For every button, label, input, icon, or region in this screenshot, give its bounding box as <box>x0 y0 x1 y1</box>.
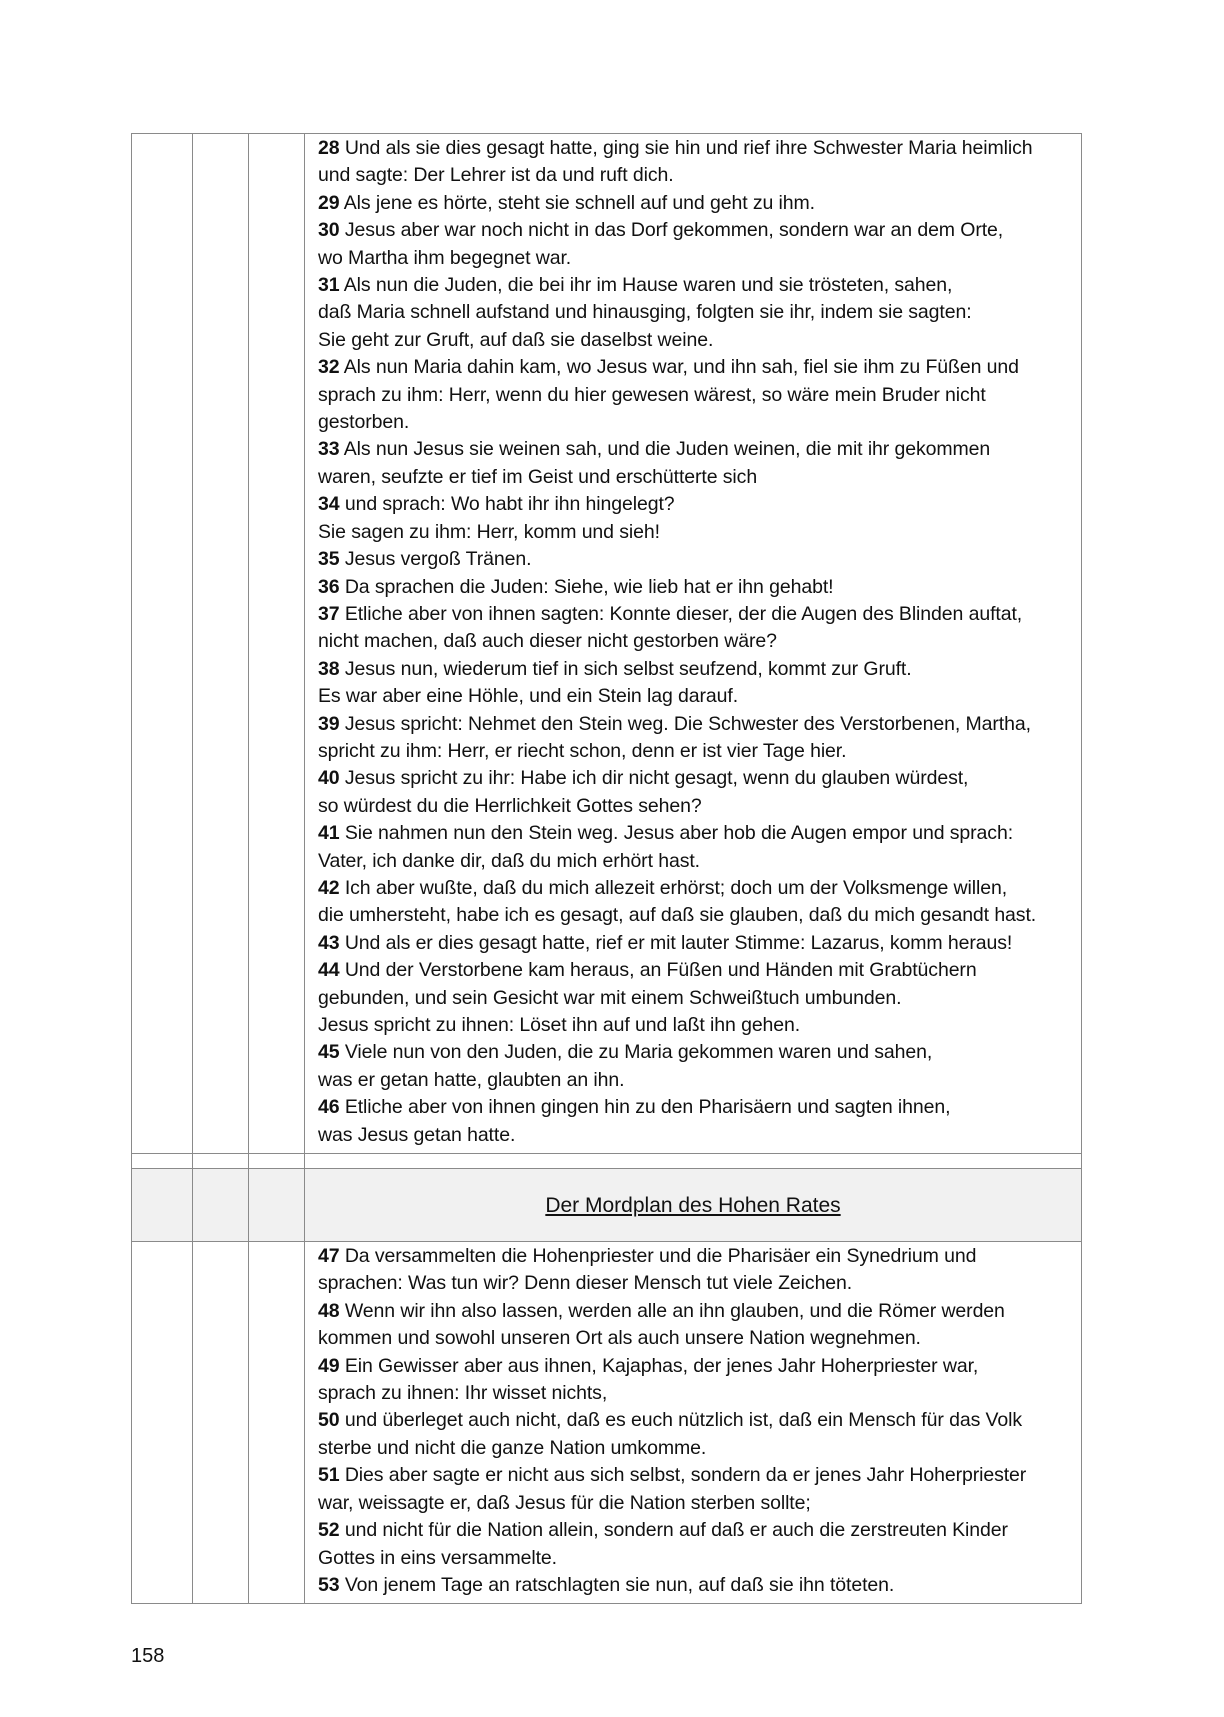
verse-line <box>318 491 1071 518</box>
table-row <box>132 1154 1082 1169</box>
verse-text: Vater, ich danke dir, daß du mich erhört hast. <box>318 849 700 872</box>
verse-line <box>318 135 1071 162</box>
verse-text: Sie geht zur Gruft, auf daß sie daselbst weine. <box>318 328 714 351</box>
verse <box>318 135 1071 190</box>
verse-line <box>318 245 1071 272</box>
verse-line <box>318 1435 1071 1462</box>
verse-text: Sie nahmen nun den Stein weg. Jesus aber hob die Augen empor und sprach: <box>344 822 1014 845</box>
verse <box>318 436 1071 491</box>
verse-text: sterbe und nicht die ganze Nation umkomme. <box>318 1436 707 1459</box>
empty-cell <box>132 1154 193 1169</box>
verse-text: was er getan hatte, glaubten an ihn. <box>318 1068 625 1091</box>
verse-line <box>318 574 1071 601</box>
verse-line <box>318 902 1071 929</box>
verse <box>318 1572 1071 1599</box>
verse-text: und sprach: Wo habt ihr ihn hingelegt? <box>344 493 675 516</box>
verse-text: waren, seufzte er tief im Geist und erschütterte sich <box>318 465 758 488</box>
verse-text: Als nun Maria dahin kam, wo Jesus war, und ihn sah, fiel sie ihm zu Füßen und <box>343 356 1019 379</box>
verse <box>318 546 1071 573</box>
verse-line <box>318 957 1071 984</box>
verse-line <box>318 190 1071 217</box>
verse-line <box>318 1462 1071 1489</box>
table-row <box>132 134 1082 1154</box>
verse-line <box>318 1353 1071 1380</box>
verse-text: sprachen: Was tun wir? Denn dieser Mensch tut viele Zeichen. <box>318 1272 853 1295</box>
verse-line <box>318 382 1071 409</box>
verse <box>318 491 1071 546</box>
verse-number: 53 <box>318 1573 340 1596</box>
verse-line <box>318 1243 1071 1270</box>
verse-text: Ein Gewisser aber aus ihnen, Kajaphas, der jenes Jahr Hoherpriester war, <box>344 1354 979 1377</box>
verse-line <box>318 354 1071 381</box>
verse-text: Wenn wir ihn also lassen, werden alle an ihn glauben, und die Römer werden <box>344 1299 1005 1322</box>
verse-line <box>318 1039 1071 1066</box>
verse-line <box>318 1067 1071 1094</box>
verse-line <box>318 683 1071 710</box>
empty-cell <box>249 134 305 1154</box>
verse-text: sprach zu ihm: Herr, wenn du hier gewesen wärest, so wäre mein Bruder nicht <box>318 383 986 406</box>
verse-line <box>318 1298 1071 1325</box>
section-heading-cell <box>305 1169 1082 1242</box>
empty-cell <box>249 1154 305 1169</box>
verse <box>318 272 1071 354</box>
verse-text: Jesus spricht zu ihr: Habe ich dir nicht gesagt, wenn du glauben würdest, <box>344 767 969 790</box>
empty-cell <box>132 1242 193 1604</box>
verse-text: und nicht für die Nation allein, sondern auf daß er auch die zerstreuten Kinder <box>344 1519 1008 1542</box>
verse-line <box>318 1122 1071 1149</box>
section-heading-row <box>132 1169 1082 1242</box>
verse-text: Da versammelten die Hohenpriester und die Pharisäer ein Synedrium und <box>344 1245 977 1268</box>
verse-text: war, weissagte er, daß Jesus für die Nation sterben sollte; <box>318 1491 811 1514</box>
verse-line <box>318 711 1071 738</box>
verse-text: Etliche aber von ihnen sagten: Konnte dieser, der die Augen des Blinden auftat, <box>344 602 1023 625</box>
verse <box>318 957 1071 1039</box>
empty-cell <box>193 1242 249 1604</box>
verse <box>318 1039 1071 1094</box>
verse <box>318 765 1071 820</box>
verse-number: 35 <box>318 548 340 571</box>
verse <box>318 1094 1071 1149</box>
verse-number: 44 <box>318 959 340 982</box>
verse-text: Viele nun von den Juden, die zu Maria gekommen waren und sahen, <box>344 1041 933 1064</box>
verse-line <box>318 875 1071 902</box>
verse-line <box>318 1545 1071 1572</box>
verse-text: was Jesus getan hatte. <box>318 1123 516 1146</box>
verse <box>318 1517 1071 1572</box>
verse-table <box>131 133 1082 1604</box>
verse-text: Als jene es hörte, steht sie schnell auf und geht zu ihm. <box>343 191 815 214</box>
verse <box>318 190 1071 217</box>
empty-cell <box>305 1154 1082 1169</box>
empty-cell <box>132 134 193 1154</box>
verse-number: 41 <box>318 822 340 845</box>
verse-line <box>318 409 1071 436</box>
verse-text: gestorben. <box>318 411 410 434</box>
section-heading: Der Mordplan des Hohen Rates <box>545 1194 841 1218</box>
verse <box>318 1298 1071 1353</box>
verse-line <box>318 1325 1071 1352</box>
verse-line <box>318 793 1071 820</box>
verse-line <box>318 1012 1071 1039</box>
empty-cell <box>193 1154 249 1169</box>
verse <box>318 1243 1071 1298</box>
verse-text: Gottes in eins versammelte. <box>318 1546 557 1569</box>
verse-text-cell <box>305 1242 1082 1604</box>
empty-cell <box>132 1169 193 1242</box>
verse-text: Als nun Jesus sie weinen sah, und die Juden weinen, die mit ihr gekommen <box>343 438 991 461</box>
verse-line <box>318 628 1071 655</box>
verse-number: 33 <box>318 438 340 461</box>
verse-line <box>318 601 1071 628</box>
verse-text: nicht machen, daß auch dieser nicht gestorben wäre? <box>318 630 777 653</box>
verse-line <box>318 519 1071 546</box>
verse-text: Und als er dies gesagt hatte, rief er mit lauter Stimme: Lazarus, komm heraus! <box>344 931 1013 954</box>
verse-number: 42 <box>318 876 340 899</box>
verse-line <box>318 327 1071 354</box>
verse-text: die umhersteht, habe ich es gesagt, auf daß sie glauben, daß du mich gesandt hast. <box>318 904 1037 927</box>
verse-number: 47 <box>318 1245 340 1268</box>
verse-line <box>318 299 1071 326</box>
empty-cell <box>193 134 249 1154</box>
verse-line <box>318 1490 1071 1517</box>
verse-line <box>318 436 1071 463</box>
verse-line <box>318 272 1071 299</box>
verse-number: 40 <box>318 767 340 790</box>
verse-line <box>318 162 1071 189</box>
verse-text: Etliche aber von ihnen gingen hin zu den Pharisäern und sagten ihnen, <box>344 1096 951 1119</box>
verse-line <box>318 217 1071 244</box>
verse-number: 39 <box>318 712 340 735</box>
verse-text: spricht zu ihm: Herr, er riecht schon, denn er ist vier Tage hier. <box>318 739 847 762</box>
verse-text: Jesus vergoß Tränen. <box>344 548 532 571</box>
verse <box>318 1353 1071 1408</box>
verse-text: daß Maria schnell aufstand und hinausging, folgten sie ihr, indem sie sagten: <box>318 301 972 324</box>
verse-text: Ich aber wußte, daß du mich allezeit erhörst; doch um der Volksmenge willen, <box>344 876 1008 899</box>
verse-text: Es war aber eine Höhle, und ein Stein lag darauf. <box>318 685 739 708</box>
empty-cell <box>249 1242 305 1604</box>
verse-line <box>318 464 1071 491</box>
verse <box>318 1407 1071 1462</box>
table-row <box>132 1242 1082 1604</box>
verse-number: 51 <box>318 1464 340 1487</box>
verse-line <box>318 1407 1071 1434</box>
verse-line <box>318 1517 1071 1544</box>
verse-number: 45 <box>318 1041 340 1064</box>
verse-number: 34 <box>318 493 340 516</box>
verse-text: Als nun die Juden, die bei ihr im Hause waren und sie trösteten, sahen, <box>343 274 953 297</box>
verse-text: sprach zu ihnen: Ihr wisset nichts, <box>318 1382 608 1405</box>
verse-text: wo Martha ihm begegnet war. <box>318 246 572 269</box>
verse-number: 37 <box>318 602 340 625</box>
verse-number: 38 <box>318 657 340 680</box>
verse-text: Und als sie dies gesagt hatte, ging sie hin und rief ihre Schwester Maria heimlich <box>344 137 1033 159</box>
verse-number: 36 <box>318 575 340 598</box>
verse <box>318 354 1071 436</box>
verse-text: Sie sagen zu ihm: Herr, komm und sieh! <box>318 520 660 543</box>
verse-line <box>318 820 1071 847</box>
verse-text: Jesus aber war noch nicht in das Dorf gekommen, sondern war an dem Orte, <box>344 219 1004 242</box>
verse <box>318 656 1071 711</box>
verse-line <box>318 656 1071 683</box>
verse-text: und sagte: Der Lehrer ist da und ruft dich. <box>318 164 674 187</box>
verse-text: und überleget auch nicht, daß es euch nützlich ist, daß ein Mensch für das Volk <box>344 1409 1022 1432</box>
verse-number: 49 <box>318 1354 340 1377</box>
verse-number: 28 <box>318 137 340 159</box>
verse-line <box>318 546 1071 573</box>
verse-number: 31 <box>318 274 340 297</box>
verse-line <box>318 985 1071 1012</box>
verse-number: 43 <box>318 931 340 954</box>
verse <box>318 820 1071 875</box>
verse <box>318 711 1071 766</box>
verse <box>318 217 1071 272</box>
verse-text: Von jenem Tage an ratschlagten sie nun, auf daß sie ihn töteten. <box>344 1573 895 1596</box>
verse-text: Da sprachen die Juden: Siehe, wie lieb hat er ihn gehabt! <box>344 575 834 598</box>
empty-cell <box>193 1169 249 1242</box>
verse-number: 30 <box>318 219 340 242</box>
verse-text: Und der Verstorbene kam heraus, an Füßen und Händen mit Grabtüchern <box>344 959 977 982</box>
verse <box>318 875 1071 930</box>
verse-number: 50 <box>318 1409 340 1432</box>
verse <box>318 601 1071 656</box>
verse-line <box>318 1094 1071 1121</box>
verse-text: gebunden, und sein Gesicht war mit einem Schweißtuch umbunden. <box>318 986 902 1009</box>
verse-text: Jesus nun, wiederum tief in sich selbst seufzend, kommt zur Gruft. <box>344 657 912 680</box>
verse-text: so würdest du die Herrlichkeit Gottes sehen? <box>318 794 702 817</box>
verse-number: 32 <box>318 356 340 379</box>
verse-line <box>318 765 1071 792</box>
verse-text: Jesus spricht: Nehmet den Stein weg. Die Schwester des Verstorbenen, Martha, <box>344 712 1031 735</box>
verse-text: kommen und sowohl unseren Ort als auch unsere Nation wegnehmen. <box>318 1327 921 1350</box>
verse-number: 48 <box>318 1299 340 1322</box>
verse-text: Jesus spricht zu ihnen: Löset ihn auf und laßt ihn gehen. <box>318 1014 801 1036</box>
verse-number: 46 <box>318 1096 340 1119</box>
verse-text-cell <box>305 134 1082 1154</box>
verse <box>318 1462 1071 1517</box>
verse-number: 29 <box>318 191 340 214</box>
verse-number: 52 <box>318 1519 340 1542</box>
verse-text: Dies aber sagte er nicht aus sich selbst, sondern da er jenes Jahr Hoherpriester <box>344 1464 1027 1487</box>
empty-cell <box>249 1169 305 1242</box>
page-number: 158 <box>131 1645 165 1667</box>
verse-line <box>318 1572 1071 1599</box>
verse <box>318 930 1071 957</box>
verse-line <box>318 848 1071 875</box>
verse-line <box>318 1270 1071 1297</box>
verse <box>318 574 1071 601</box>
verse-line <box>318 1380 1071 1407</box>
verse-line <box>318 738 1071 765</box>
verse-line <box>318 930 1071 957</box>
